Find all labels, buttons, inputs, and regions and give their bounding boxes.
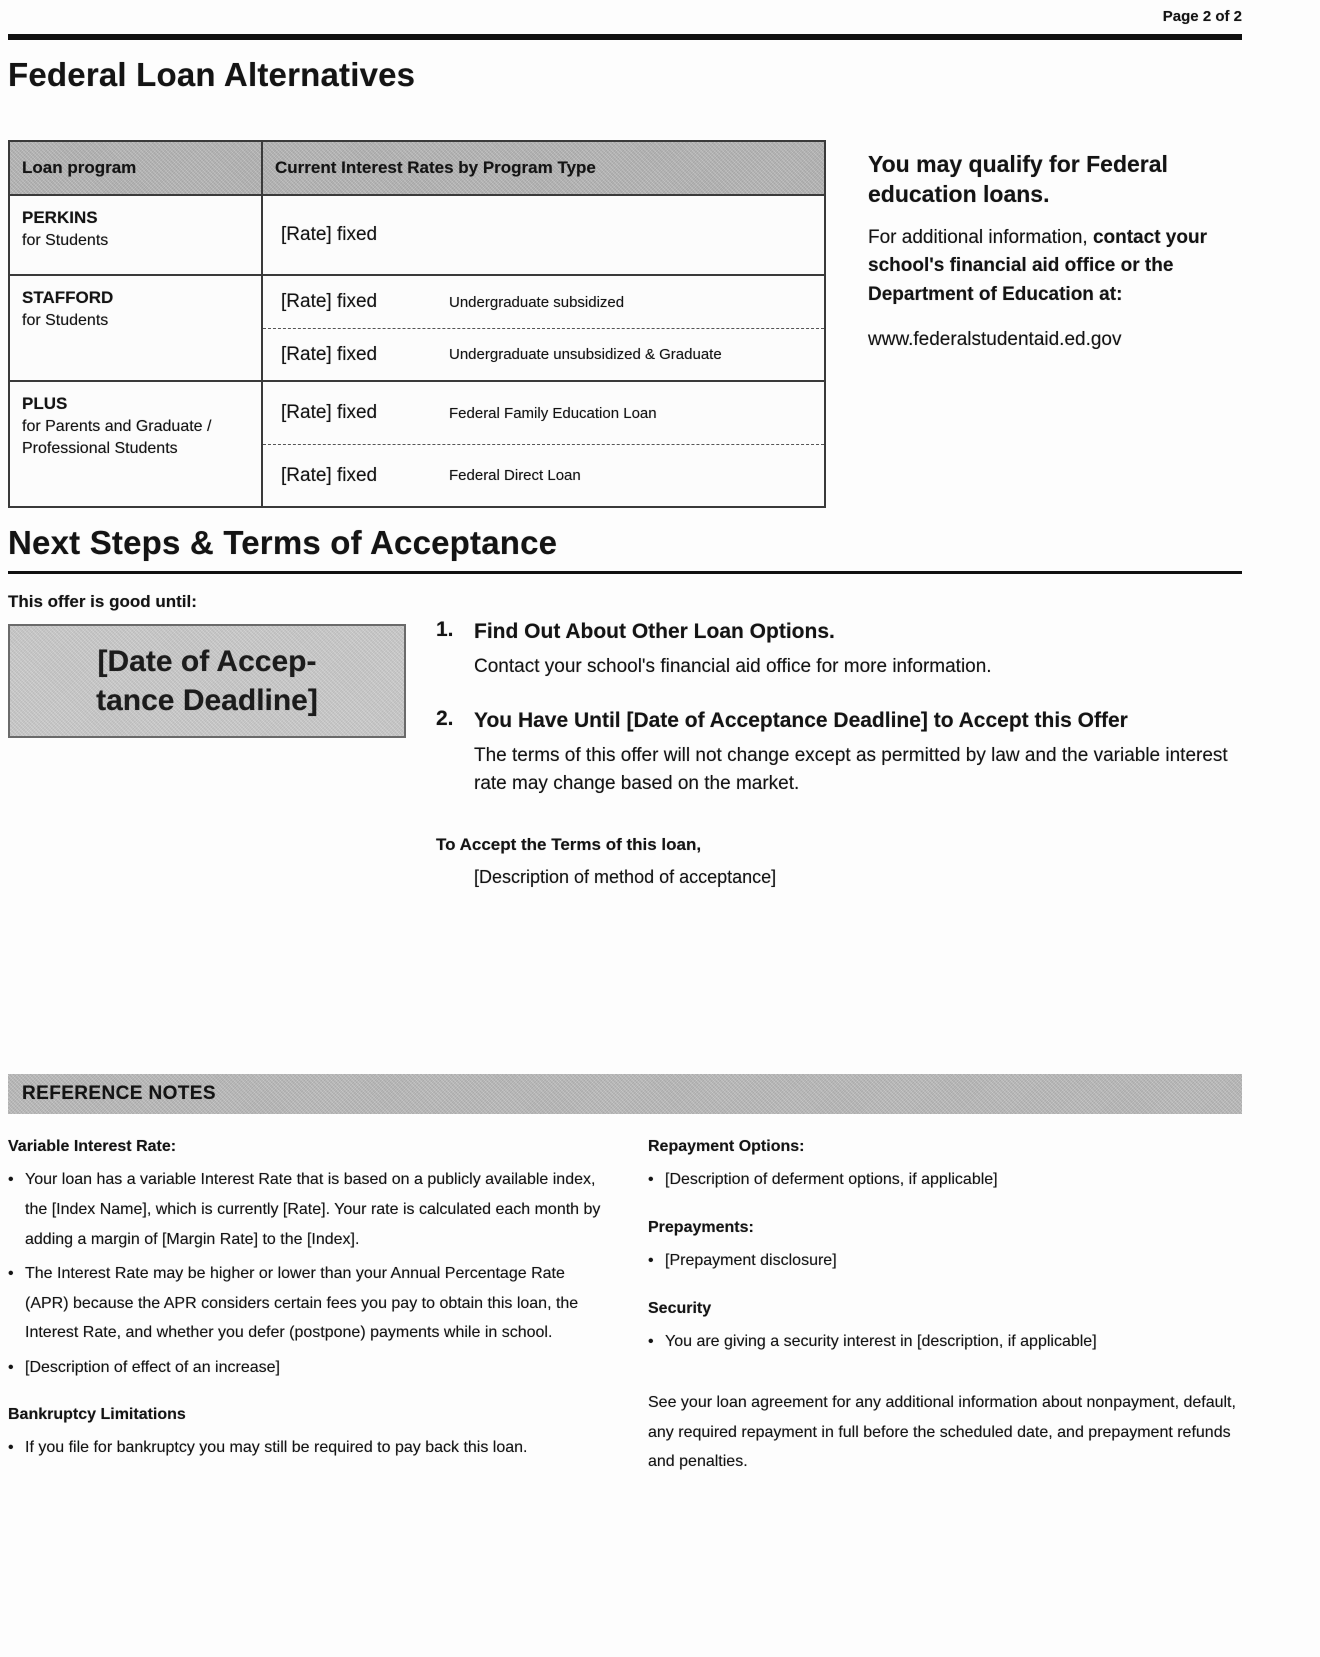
note-bullet: • [Prepayment disclosure] — [648, 1246, 1242, 1276]
sidebar-body — [868, 224, 1242, 310]
accept-terms-label: To Accept the Terms of this loan, — [436, 835, 702, 855]
rate-value: [Rate] fixed — [281, 464, 378, 486]
section-title-next-steps: Next Steps & Terms of Acceptance — [8, 524, 558, 561]
program-cell — [10, 196, 263, 274]
note-bullet: • Your loan has a variable Interest Rate that is based on a publicly available index, the [Index Name], which is currently [Rate]. Your rate is calculated each month by adding a margin of [Margin Rate] to the [Index]. — [8, 1165, 602, 1254]
rate-line — [263, 276, 824, 328]
sidebar-body-bold: contact your school's financial aid office or the Department of Education at: — [868, 226, 1207, 305]
note-bullet: • If you file for bankruptcy you may still be required to pay back this loan. — [8, 1433, 602, 1463]
rates-cell — [263, 276, 824, 380]
reference-notes-title: REFERENCE NOTES — [22, 1083, 216, 1105]
table-row-stafford — [10, 274, 824, 380]
note-bullet: • You are giving a security interest in [description, if applicable] — [648, 1327, 1242, 1357]
section-title-federal-loan-alternatives: Federal Loan Alternatives — [8, 56, 416, 93]
note-bullet: • [Description of deferment options, if applicable] — [648, 1165, 1242, 1195]
note-bullet: • The Interest Rate may be higher or lower than your Annual Percentage Rate (APR) because the APR considers certain fees you pay to obtain this loan, the Interest Rate, and whether you defer (postpone) payments while in school. — [8, 1259, 602, 1348]
sidebar-url: www.federalstudentaid.ed.gov — [868, 329, 1122, 351]
step-content — [474, 707, 1242, 797]
notes-footer: See your loan agreement for any additional information about nonpayment, default, any required repayment in full before the scheduled date, and prepayment refunds and penalties. — [648, 1394, 1236, 1471]
note-group-security — [648, 1300, 1242, 1357]
top-divider — [8, 34, 1242, 40]
deadline-line-1: [Date of Accep- — [97, 645, 317, 678]
sidebar-heading: You may qualify for Federal education loans. — [868, 151, 1168, 207]
program-name: STAFFORD — [22, 288, 114, 307]
rate-program-type: Federal Family Education Loan — [449, 404, 657, 422]
rates-cell — [263, 196, 824, 274]
offer-deadline-label: This offer is good until: — [8, 592, 197, 611]
federal-loans-sidebar — [826, 140, 1242, 508]
table-header-row — [10, 142, 824, 196]
step-body: Contact your school's financial aid office for more information. — [474, 656, 992, 678]
note-group-variable-interest-rate — [8, 1138, 602, 1382]
step-heading: Find Out About Other Loan Options. — [474, 620, 835, 643]
step-heading: You Have Until [Date of Acceptance Deadline] to Accept this Offer — [474, 708, 1128, 732]
reference-notes-section — [8, 1138, 1242, 1487]
page-indicator: Page 2 of 2 — [1162, 8, 1242, 25]
rate-program-type: Federal Direct Loan — [449, 467, 581, 484]
rate-value: [Rate] fixed — [281, 291, 378, 312]
program-cell — [10, 382, 263, 506]
deadline-box — [8, 624, 406, 738]
program-description: for Students — [22, 312, 109, 329]
rates-cell — [263, 382, 824, 506]
step-number: 1. — [436, 618, 454, 641]
notes-left-column — [8, 1138, 602, 1487]
loan-rates-table — [8, 140, 826, 508]
note-group-bankruptcy-limitations — [8, 1406, 602, 1463]
table-row-plus — [10, 380, 824, 506]
rate-program-type: Undergraduate subsidized — [449, 293, 625, 311]
step-number: 2. — [436, 706, 454, 730]
rate-line — [263, 196, 824, 274]
program-description: for Parents and Graduate / Professional Students — [22, 418, 212, 457]
deadline-line-2: tance Deadline] — [96, 684, 318, 717]
sidebar-body-normal: For additional information, — [868, 226, 1093, 248]
next-steps-section — [8, 592, 1242, 888]
step-item-1 — [436, 618, 1242, 681]
note-group-prepayments — [648, 1219, 1242, 1276]
table-header-loan-program: Loan program — [10, 142, 263, 194]
federal-loan-alternatives-section — [8, 140, 1242, 508]
note-heading: Variable Interest Rate: — [8, 1138, 177, 1156]
step-body: The terms of this offer will not change except as permitted by law and the variable interest rate may change based on the market. — [474, 745, 1228, 794]
rate-line — [263, 444, 824, 506]
program-name: PLUS — [22, 394, 68, 413]
acceptance-method-text: [Description of method of acceptance] — [474, 867, 777, 888]
step-item-2 — [436, 707, 1242, 797]
table-header-interest-rates: Current Interest Rates by Program Type — [275, 158, 596, 177]
program-description: for Students — [22, 232, 109, 249]
offer-deadline-block — [8, 592, 428, 888]
note-heading: Bankruptcy Limitations — [8, 1406, 186, 1424]
reference-notes-banner — [8, 1074, 1242, 1114]
next-steps-list — [428, 592, 1242, 888]
rate-line — [263, 328, 824, 380]
rate-value: [Rate] fixed — [281, 402, 378, 423]
note-heading: Prepayments: — [648, 1218, 754, 1236]
rate-value: [Rate] fixed — [281, 343, 378, 365]
note-bullet: • [Description of effect of an increase] — [8, 1353, 602, 1383]
program-cell — [10, 276, 263, 380]
program-name: PERKINS — [22, 208, 98, 227]
table-row-perkins — [10, 196, 824, 274]
section-divider — [8, 571, 1242, 574]
rate-line — [263, 382, 824, 444]
note-group-repayment-options — [648, 1138, 1242, 1195]
step-content — [474, 618, 992, 681]
note-heading: Repayment Options: — [648, 1138, 805, 1156]
rate-value: [Rate] fixed — [281, 224, 378, 245]
rate-program-type: Undergraduate unsubsidized & Graduate — [449, 346, 722, 363]
note-heading: Security — [648, 1299, 712, 1317]
notes-right-column — [648, 1138, 1242, 1487]
